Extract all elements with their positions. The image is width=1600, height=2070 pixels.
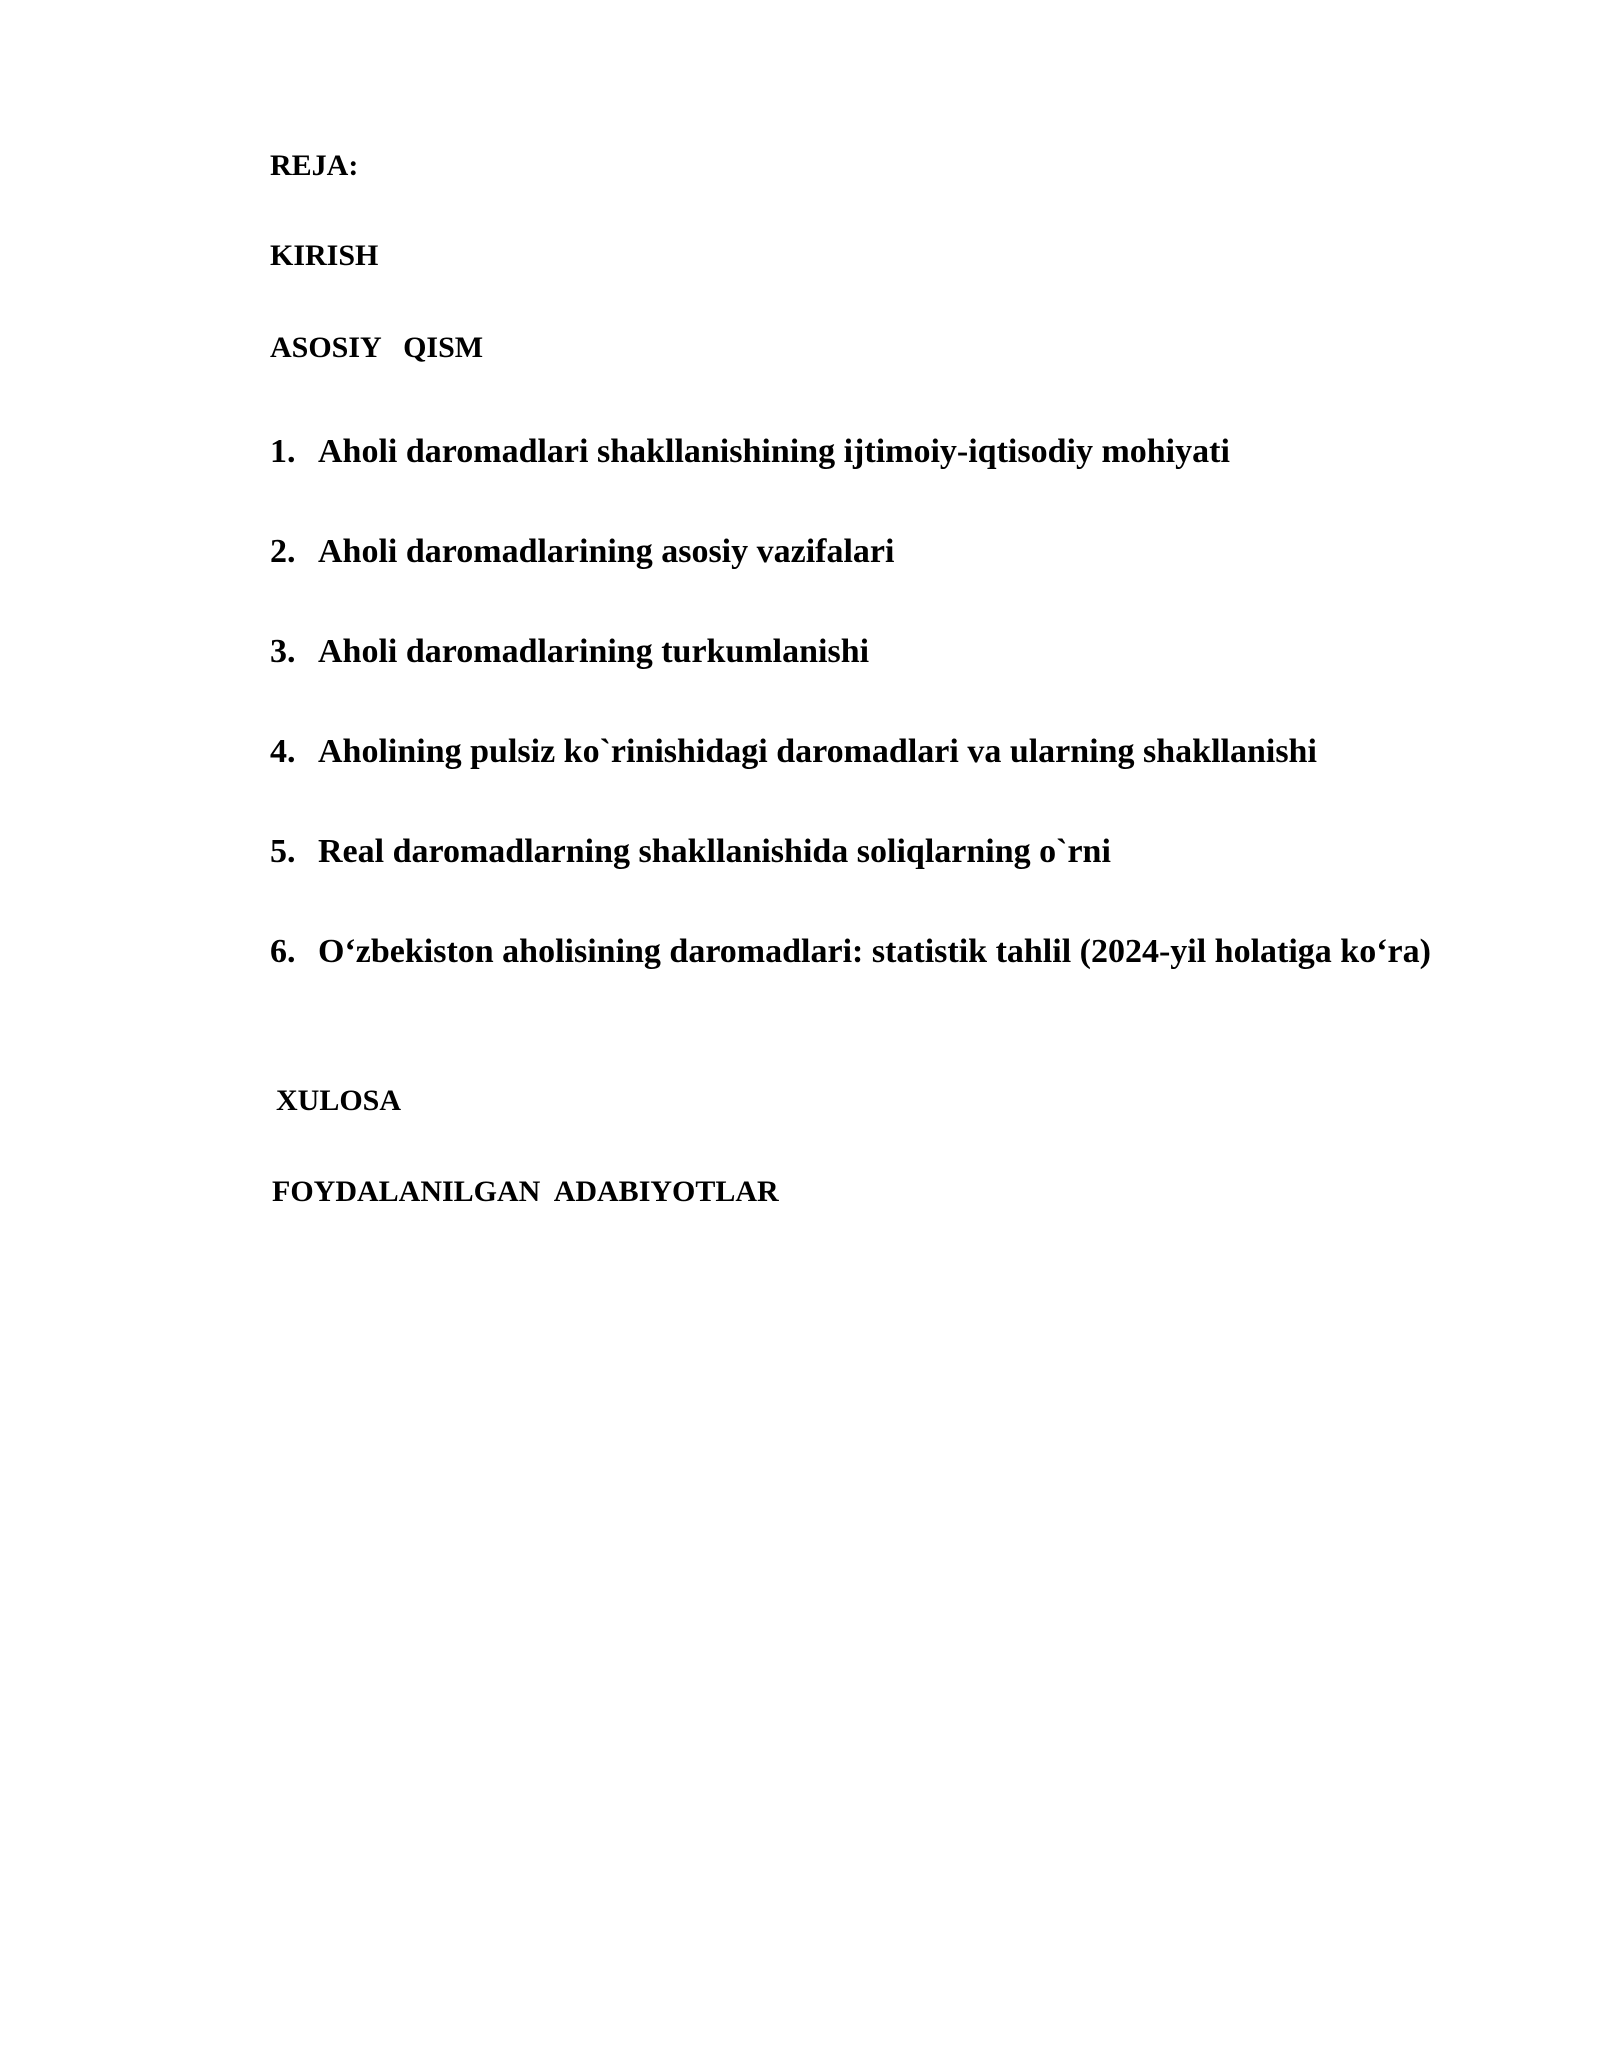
toc-number: 4. bbox=[270, 733, 296, 770]
toc-number: 5. bbox=[270, 833, 296, 870]
toc-item bbox=[270, 720, 1490, 784]
toc-title: Aholi daromadlarining asosiy vazifalari bbox=[318, 533, 895, 570]
main-part-heading: ASOSIY QISM bbox=[270, 331, 484, 364]
toc-title: Aholining pulsiz ko`rinishidagi daromadlari va ularning shakllanishi bbox=[318, 733, 1317, 770]
toc-title: Aholi daromadlarining turkumlanishi bbox=[318, 633, 870, 670]
toc-item bbox=[270, 420, 1490, 484]
plan-heading: REJA: bbox=[270, 149, 359, 182]
toc-item bbox=[270, 520, 1490, 584]
toc-title: O‘zbekiston aholisining daromadlari: statistik tahlil (2024-yil holatiga ko‘ra) bbox=[318, 933, 1431, 970]
introduction-heading: KIRISH bbox=[270, 239, 379, 272]
toc-item bbox=[270, 920, 1490, 984]
toc-number: 2. bbox=[270, 533, 296, 570]
toc-number: 6. bbox=[270, 933, 296, 970]
toc-title: Aholi daromadlari shakllanishining ijtimoiy-iqtisodiy mohiyati bbox=[318, 433, 1230, 470]
toc-item bbox=[270, 820, 1490, 884]
conclusion-heading: XULOSA bbox=[276, 1084, 402, 1117]
toc-number: 1. bbox=[270, 433, 296, 470]
table-of-contents bbox=[270, 420, 1490, 1020]
references-heading: FOYDALANILGAN ADABIYOTLAR bbox=[272, 1175, 779, 1208]
toc-number: 3. bbox=[270, 633, 296, 670]
toc-title: Real daromadlarning shakllanishida soliqlarning o`rni bbox=[318, 833, 1111, 870]
toc-item bbox=[270, 620, 1490, 684]
